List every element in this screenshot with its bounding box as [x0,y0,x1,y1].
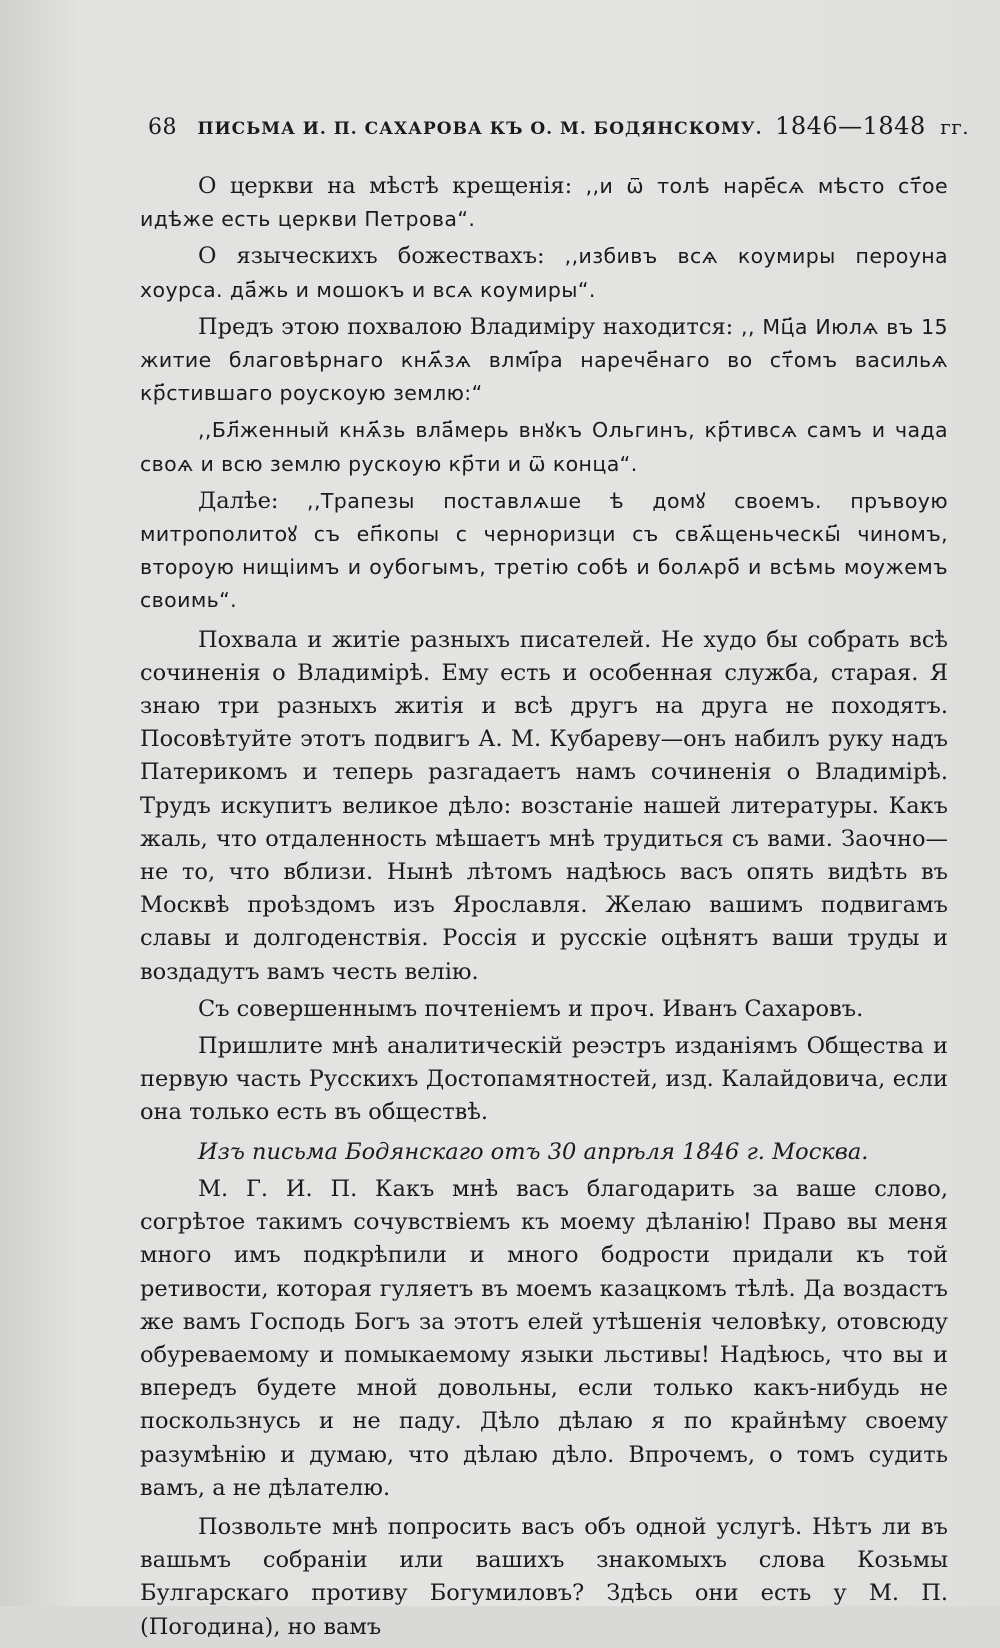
slavonic-quote: ,,Трапезы поставлѧше ѣ домꙋ своемъ. пръвоую митрополитоꙋ съ еп҃копы с черноризци съ свѧ҃щеньческы҃ чиномъ, второую нищіимъ и оубогымъ, третію собѣ и болѧро҃ и всѣмь моужемъ своимь“. [140,488,948,613]
paragraph-lead: О языческихъ божествахъ: [198,243,565,270]
header-suffix: гг. [940,115,970,139]
slavonic-quote: ,,и ѿ толѣ наре҃сѧ мѣсто ст҃ое идѣже есть церкви Петрова“. [140,174,948,232]
slavonic-quote: ,,Бл҃женный кнѧ҃зь вла҃мерь внꙋкъ Ольгинъ, кр҃тивсѧ самъ и чада своѧ и всю землю рускоую кр҃ти и ѿ конца“. [140,418,948,476]
paragraph-praise-intro [140,311,948,411]
paragraph-lead: Предъ этою похвалою Владиміру находится: [198,313,742,340]
paragraph-lead: Далѣе: [198,487,308,514]
slavonic-quote: ,, Мц҃а Июлѧ въ 15 житие благовѣрнаго кнѧ҃зѧ влмі҃ра нарече҃наго во ст҃омъ васильѧ кр҃стившаго роускоую землю:“ [140,314,948,406]
paragraph-signature: Съ совершеннымъ почтеніемъ и проч. Иванъ Сахаровъ. [198,995,864,1022]
paragraph-feasts [140,485,948,618]
page-number: 68 [148,115,177,140]
page-body [140,170,948,1648]
paragraph-bodiansky-reply: М. Г. И. П. Какъ мнѣ васъ благодарить за ваше слово, согрѣтое такимъ сочувствіемъ къ моему дѣланію! Право вы меня много имъ подкрѣпили и много бодрости придали къ той ретивости, которая гуляетъ въ моемъ казацкомъ тѣлѣ. Да воздастъ же вамъ Господь Богъ за этотъ елей утѣшенія человѣку, отовсюду обуреваемому и помыкаемому языки льстивы! Надѣюсь, что вы и впередъ будете мной довольны, если только какъ-нибудь не поскользнусь и не паду. Дѣло дѣлаю я по крайнѣму своему разумѣнію и думаю, что дѣлаю дѣло. Впрочемъ, о томъ судить вамъ, а не дѣлателю. [140,1175,948,1501]
paragraph-postscript: Пришлите мнѣ аналитическій реэстръ изданіямъ Общества и первую часть Русскихъ Достопамятностей, изд. Калайдовича, если она только есть въ обществѣ. [140,1033,948,1126]
paragraph-praise-writers: Похвала и житіе разныхъ писателей. Не худо бы собрать всѣ сочиненія о Владимірѣ. Ему есть и особенная служба, старая. Я знаю три разныхъ житія и всѣ другъ на друга не походятъ. Посовѣтуйте этотъ подвигъ А. М. Кубареву—онъ набилъ руку надъ Патерикомъ и теперь разгадаетъ намъ сочиненія о Владимірѣ. Трудъ искупитъ великое дѣло: возстаніе нашей литературы. Какъ жаль, что отдаленность мѣшаетъ мнѣ трудиться съ вами. Заочно—не то, что вблизи. Нынѣ лѣтомъ надѣюсь васъ опять видѣть въ Москвѣ проѣздомъ изъ Ярославля. Желаю вашимъ подвигамъ славы и долгоденствія. Россія и русскіе оцѣнятъ ваши труды и воздадутъ вамъ честь велію. [140,626,948,985]
header-years: 1846—1848 [775,112,926,140]
slavonic-quote: ,,избивъ всѧ коумиры пероуна хоурса. да҃жь и мошокъ и всѧ коумиры“. [140,244,949,302]
paragraph-lead: О церкви на мѣстѣ крещенія: [198,173,586,199]
paragraph-baptism-church [140,170,948,236]
paragraph-pagan-gods [140,240,948,306]
paragraph-blessed-prince [140,414,948,480]
header-title: ПИСЬМА И. П. САХАРОВА КЪ О. М. БОДЯНСКОМУ. [197,119,763,139]
running-header [148,112,970,152]
paragraph-request: Позвольте мнѣ попросить васъ объ одной услугѣ. Нѣтъ ли въ вашьмъ собраніи или вашихъ знакомыхъ слова Козьмы Булгарскаго противу Богумиловъ? Здѣсь они есть у М. П. (Погодина), но вамъ [140,1513,948,1640]
letter-heading: Изъ письма Бодянскаго отъ 30 апрѣля 1846 г. Москва. [198,1138,869,1165]
